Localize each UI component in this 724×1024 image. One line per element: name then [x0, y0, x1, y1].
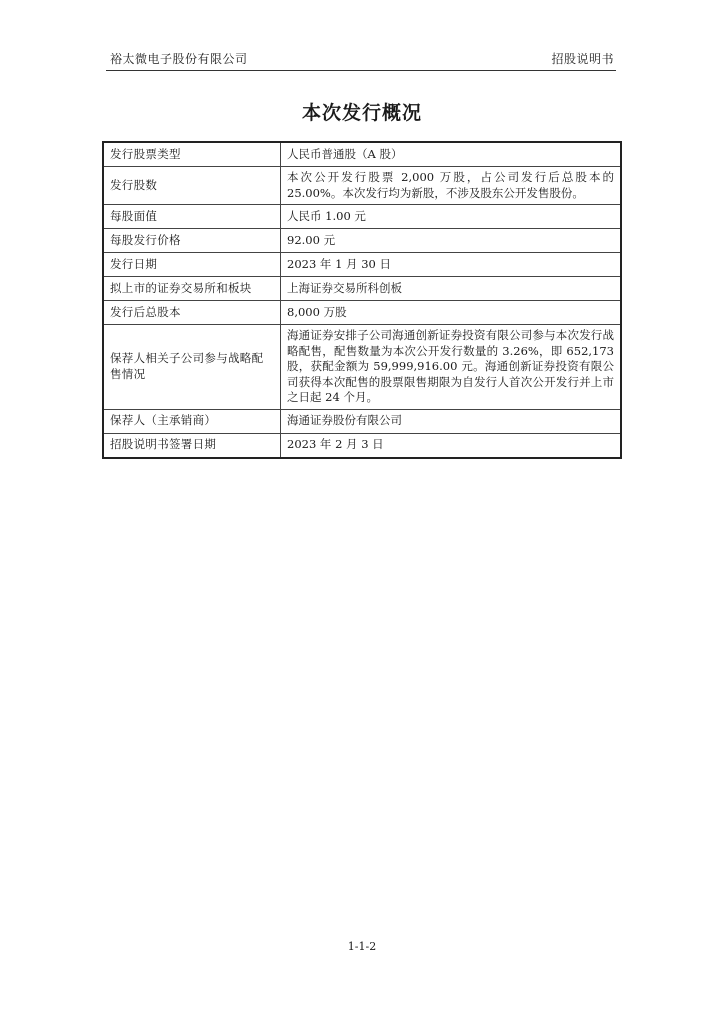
row-label: 发行后总股本 — [103, 301, 281, 325]
table-row — [103, 409, 621, 433]
row-value: 2023 年 1 月 30 日 — [281, 253, 622, 277]
table-row — [103, 301, 621, 325]
row-value: 上海证券交易所科创板 — [281, 277, 622, 301]
page-title: 本次发行概况 — [301, 102, 422, 124]
row-value: 海通证券安排子公司海通创新证券投资有限公司参与本次发行战略配售，配售数量为本次公开发行数量的 3.26%，即 652,173 股，获配金额为 59,999,916.00 元。海通创新证券投资有限公司获得本次配售的股票限售期限为自发行人首次公开发行并上市之日起 24 个月。 — [281, 325, 622, 410]
table-row — [103, 253, 621, 277]
row-label: 发行股票类型 — [103, 142, 281, 167]
row-value: 8,000 万股 — [281, 301, 622, 325]
row-label: 拟上市的证券交易所和板块 — [103, 277, 281, 301]
row-value: 2023 年 2 月 3 日 — [281, 433, 622, 458]
table-row — [103, 205, 621, 229]
company-name: 裕太微电子股份有限公司 — [110, 52, 248, 66]
row-label: 发行日期 — [103, 253, 281, 277]
table-row — [103, 142, 621, 167]
row-label: 保荐人（主承销商） — [103, 409, 281, 433]
row-value: 本次公开发行股票 2,000 万股，占公司发行后总股本的 25.00%。本次发行均为新股，不涉及股东公开发售股份。 — [281, 167, 622, 205]
table-row — [103, 433, 621, 458]
offering-overview-table — [102, 141, 622, 459]
row-value: 人民币普通股（A 股） — [281, 142, 622, 167]
row-label: 每股发行价格 — [103, 229, 281, 253]
page-header — [106, 50, 616, 71]
table-row — [103, 229, 621, 253]
row-value: 92.00 元 — [281, 229, 622, 253]
table-row — [103, 325, 621, 410]
row-label: 每股面值 — [103, 205, 281, 229]
row-value: 海通证券股份有限公司 — [281, 409, 622, 433]
row-label: 招股说明书签署日期 — [103, 433, 281, 458]
page-number: 1-1-2 — [347, 940, 377, 953]
row-label: 发行股数 — [103, 167, 281, 205]
document-type: 招股说明书 — [551, 52, 614, 66]
table-row — [103, 167, 621, 205]
row-label: 保荐人相关子公司参与战略配售情况 — [103, 325, 281, 410]
table-row — [103, 277, 621, 301]
row-value: 人民币 1.00 元 — [281, 205, 622, 229]
